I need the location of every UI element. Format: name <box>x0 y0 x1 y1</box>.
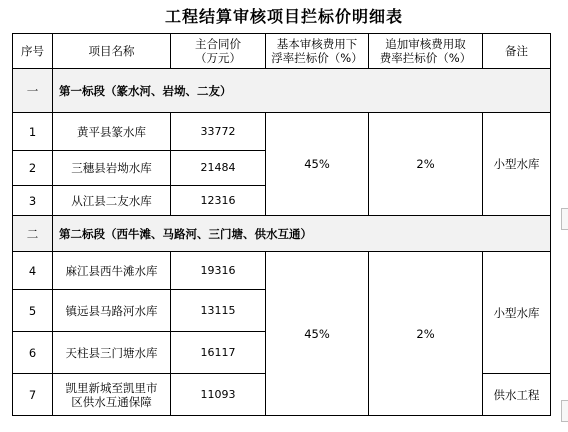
section-row <box>13 69 551 113</box>
section-index: 二 <box>13 216 53 252</box>
page-title: 工程结算审核项目拦标价明细表 <box>164 7 403 26</box>
cell-seq: 5 <box>13 290 53 332</box>
cell-contract-price: 33772 <box>171 113 266 151</box>
section-title: 第一标段（篆水河、岩坳、二友） <box>53 69 551 113</box>
cell-seq: 3 <box>13 186 53 216</box>
cell-contract-price: 13115 <box>171 290 266 332</box>
cell-basic-rate: 45% <box>266 113 369 216</box>
header-extra-rate <box>369 34 483 69</box>
section-index: 一 <box>13 69 53 113</box>
cell-project-name-line1: 凯里新城至凯里市 <box>65 380 158 395</box>
scroll-edge-marker <box>561 208 568 230</box>
table-header-row <box>13 34 551 69</box>
cell-contract-price: 21484 <box>171 151 266 186</box>
header-basic-rate-line2: 浮率拦标价（%） <box>271 51 363 65</box>
header-extra-rate-line1: 追加审核费用取 <box>385 37 466 51</box>
header-contract-price <box>171 34 266 69</box>
cell-contract-price: 12316 <box>171 186 266 216</box>
cell-seq: 6 <box>13 332 53 374</box>
header-remark: 备注 <box>483 34 551 69</box>
header-basic-rate-line1: 基本审核费用下 <box>276 37 358 51</box>
bid-price-table <box>12 33 551 416</box>
section-row <box>13 216 551 252</box>
cell-project-name: 天柱县三门塘水库 <box>53 332 171 374</box>
header-basic-rate <box>266 34 369 69</box>
cell-contract-price: 19316 <box>171 252 266 290</box>
cell-remark: 小型水库 <box>483 252 551 374</box>
cell-project-name-line2: 区供水互通保障 <box>71 394 152 409</box>
cell-seq: 7 <box>13 374 53 416</box>
cell-basic-rate: 45% <box>266 252 369 416</box>
cell-remark: 小型水库 <box>483 113 551 216</box>
cell-seq: 2 <box>13 151 53 186</box>
cell-project-name: 三穗县岩坳水库 <box>53 151 171 186</box>
header-seq: 序号 <box>13 34 53 69</box>
cell-extra-rate: 2% <box>369 252 483 416</box>
header-extra-rate-line2: 费率拦标价（%） <box>379 51 472 65</box>
cell-seq: 4 <box>13 252 53 290</box>
cell-contract-price: 16117 <box>171 332 266 374</box>
cell-project-name: 从江县二友水库 <box>53 186 171 216</box>
scroll-edge-marker <box>561 400 568 422</box>
header-contract-price-line2: （万元） <box>195 51 241 65</box>
table-row <box>13 252 551 290</box>
table-row <box>13 113 551 151</box>
cell-project-name: 镇远县马路河水库 <box>53 290 171 332</box>
cell-project-name: 麻江县西牛滩水库 <box>53 252 171 290</box>
cell-remark: 供水工程 <box>483 374 551 416</box>
cell-extra-rate: 2% <box>369 113 483 216</box>
cell-project-name <box>53 374 171 416</box>
header-project-name: 项目名称 <box>53 34 171 69</box>
section-title: 第二标段（西牛滩、马路河、三门塘、供水互通） <box>53 216 551 252</box>
cell-contract-price: 11093 <box>171 374 266 416</box>
cell-project-name: 黄平县篆水库 <box>53 113 171 151</box>
header-contract-price-line1: 主合同价 <box>195 37 241 51</box>
cell-seq: 1 <box>13 113 53 151</box>
